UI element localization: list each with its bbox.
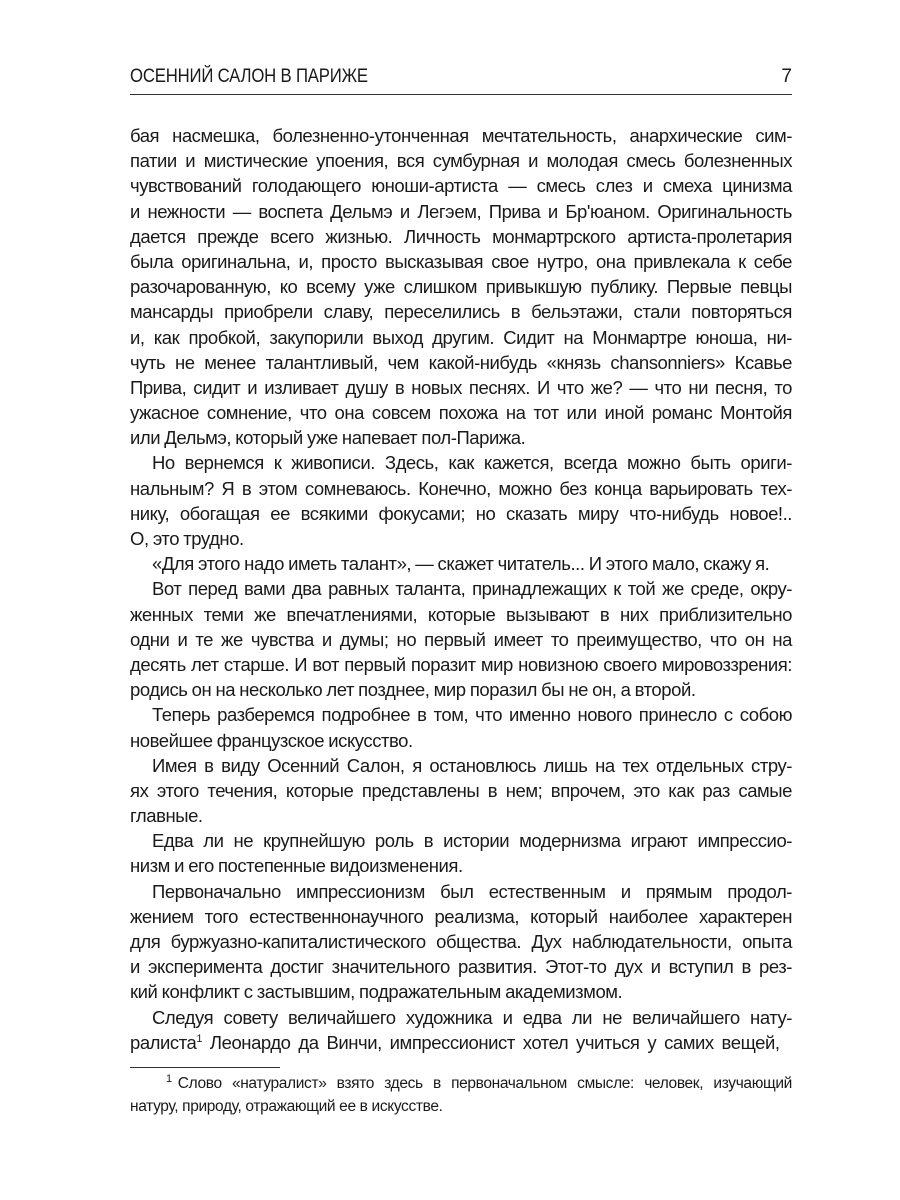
paragraph bbox=[130, 123, 792, 450]
footnote-line: натуру, природу, отражающий ее в искусстве. bbox=[130, 1098, 443, 1115]
text-line: низм и его постепенные видоизменения. bbox=[130, 855, 463, 877]
footnote-text: Слово «натуралист» взято здесь в первоначальном смысле: человек, изучающий bbox=[177, 1075, 792, 1092]
paragraph bbox=[130, 879, 792, 1005]
text-line: жением того естественнонаучного реализма, который наиболее характерен bbox=[130, 905, 792, 927]
paragraph bbox=[130, 1005, 792, 1055]
text-line: Первоначально импрессионизм был естественным и прямым продол- bbox=[152, 880, 792, 902]
text-line: была оригинальна, и, просто высказывая свое нутро, она привлекала к себе bbox=[130, 250, 792, 272]
text-line: Следуя совету величайшего художника и едва ли не величайшего нату- bbox=[152, 1006, 792, 1028]
text-line: и, как пробкой, закупорили выход другим. Сидит на Монмартре юноша, ни- bbox=[130, 326, 792, 348]
text-line: женных теми же впечатлениями, которые вызывают в них приблизительно bbox=[130, 603, 792, 625]
page-number: 7 bbox=[781, 66, 792, 87]
paragraph bbox=[130, 828, 792, 878]
text-line: Вот перед вами два равных таланта, принадлежащих к той же среде, окру- bbox=[152, 578, 792, 600]
text-segment: Леонардо да Винчи, импрессионист хотел учиться у самих вещей, bbox=[202, 1031, 780, 1053]
text-line: Прива, сидит и изливает душу в новых песнях. И что же? — что ни песня, то bbox=[130, 376, 792, 398]
running-title: ОСЕННИЙ САЛОН В ПАРИЖЕ bbox=[130, 66, 368, 87]
paragraph bbox=[130, 450, 792, 551]
text-line: дается прежде всего жизнью. Личность монмартрского артиста-пролетария bbox=[130, 225, 792, 247]
body-text bbox=[130, 123, 792, 1055]
paragraph bbox=[130, 576, 792, 702]
text-line: десять лет старше. И вот первый поразит мир новизною своего мировоззрения: bbox=[130, 653, 792, 675]
paragraph bbox=[130, 702, 792, 752]
text-line: мансарды приобрели славу, переселились в бельэтажи, стали повторяться bbox=[130, 301, 792, 323]
text-line: ях этого течения, которые представлены в нем; впрочем, это как раз самые bbox=[130, 779, 792, 801]
footnote-marker: 1 bbox=[166, 1072, 172, 1085]
text-line: чувствований голодающего юноши-артиста — смесь слез и смеха цинизма bbox=[130, 175, 792, 197]
text-line: нальным? Я в этом сомневаюсь. Конечно, можно без конца варьировать тех- bbox=[130, 477, 792, 499]
text-line: разочарованную, ко всему уже слишком привыкшую публику. Первые певцы bbox=[130, 276, 792, 298]
text-line: Теперь разберемся подробнее в том, что именно нового принесло с собою bbox=[152, 704, 792, 726]
text-line: О, это трудно. bbox=[130, 528, 244, 549]
text-line: бая насмешка, болезненно-утонченная мечтательность, анархические сим- bbox=[130, 125, 792, 146]
text-line: нику, обогащая ее всякими фокусами; но сказать миру что-нибудь новое!.. bbox=[130, 502, 792, 524]
text-line: Имея в виду Осенний Салон, я остановлюсь лишь на тех отдельных стру- bbox=[152, 754, 792, 776]
running-header bbox=[130, 62, 792, 95]
paragraph bbox=[130, 753, 792, 829]
footnote-reference[interactable]: 1 bbox=[196, 1032, 203, 1045]
text-line: патии и мистические упоения, вся сумбурная и молодая смесь болезненных bbox=[130, 150, 792, 172]
text-line bbox=[130, 1030, 792, 1055]
text-line: для буржуазно-капиталистического общества. Дух наблюдательности, опыта bbox=[130, 931, 792, 952]
text-line: Едва ли не крупнейшую роль в истории модернизма играют импрессио- bbox=[152, 830, 792, 852]
text-line: чуть не менее талантливый, чем какой-нибудь «князь chansonniers» Ксавье bbox=[130, 351, 792, 373]
text-line: Но вернемся к живописи. Здесь, как кажется, всегда можно быть ориги- bbox=[152, 452, 792, 474]
text-line: ужасное сомнение, что она совсем похожа на тот или иной романс Монтойя bbox=[130, 402, 792, 424]
text-line: одни и те же чувства и думы; но первый имеет то преимущество, что он на bbox=[130, 628, 792, 650]
footnote-line bbox=[130, 1072, 792, 1095]
text-line: главные. bbox=[130, 805, 203, 827]
text-line: и нежности — воспета Дельмэ и Легэем, Прива и Бр'юаном. Оригинальность bbox=[130, 200, 792, 222]
text-line: или Дельмэ, который уже напевает пол-Парижа. bbox=[130, 427, 526, 449]
text-line: родись он на несколько лет позднее, мир поразил бы не он, а второй. bbox=[130, 679, 696, 701]
text-line: кий конфликт с застывшим, подражательным академизмом. bbox=[130, 981, 623, 1003]
footnote bbox=[130, 1072, 792, 1118]
footnote-divider bbox=[130, 1067, 280, 1068]
text-line: новейшее французское искусство. bbox=[130, 729, 413, 751]
text-line: и эксперимента достиг значительного развития. Этот-то дух и вступил в рез- bbox=[130, 956, 792, 978]
text-line: «Для этого надо иметь талант», — скажет читатель... И этого мало, скажу я. bbox=[152, 553, 770, 575]
paragraph bbox=[130, 551, 792, 576]
text-segment: ралиста bbox=[130, 1031, 197, 1053]
